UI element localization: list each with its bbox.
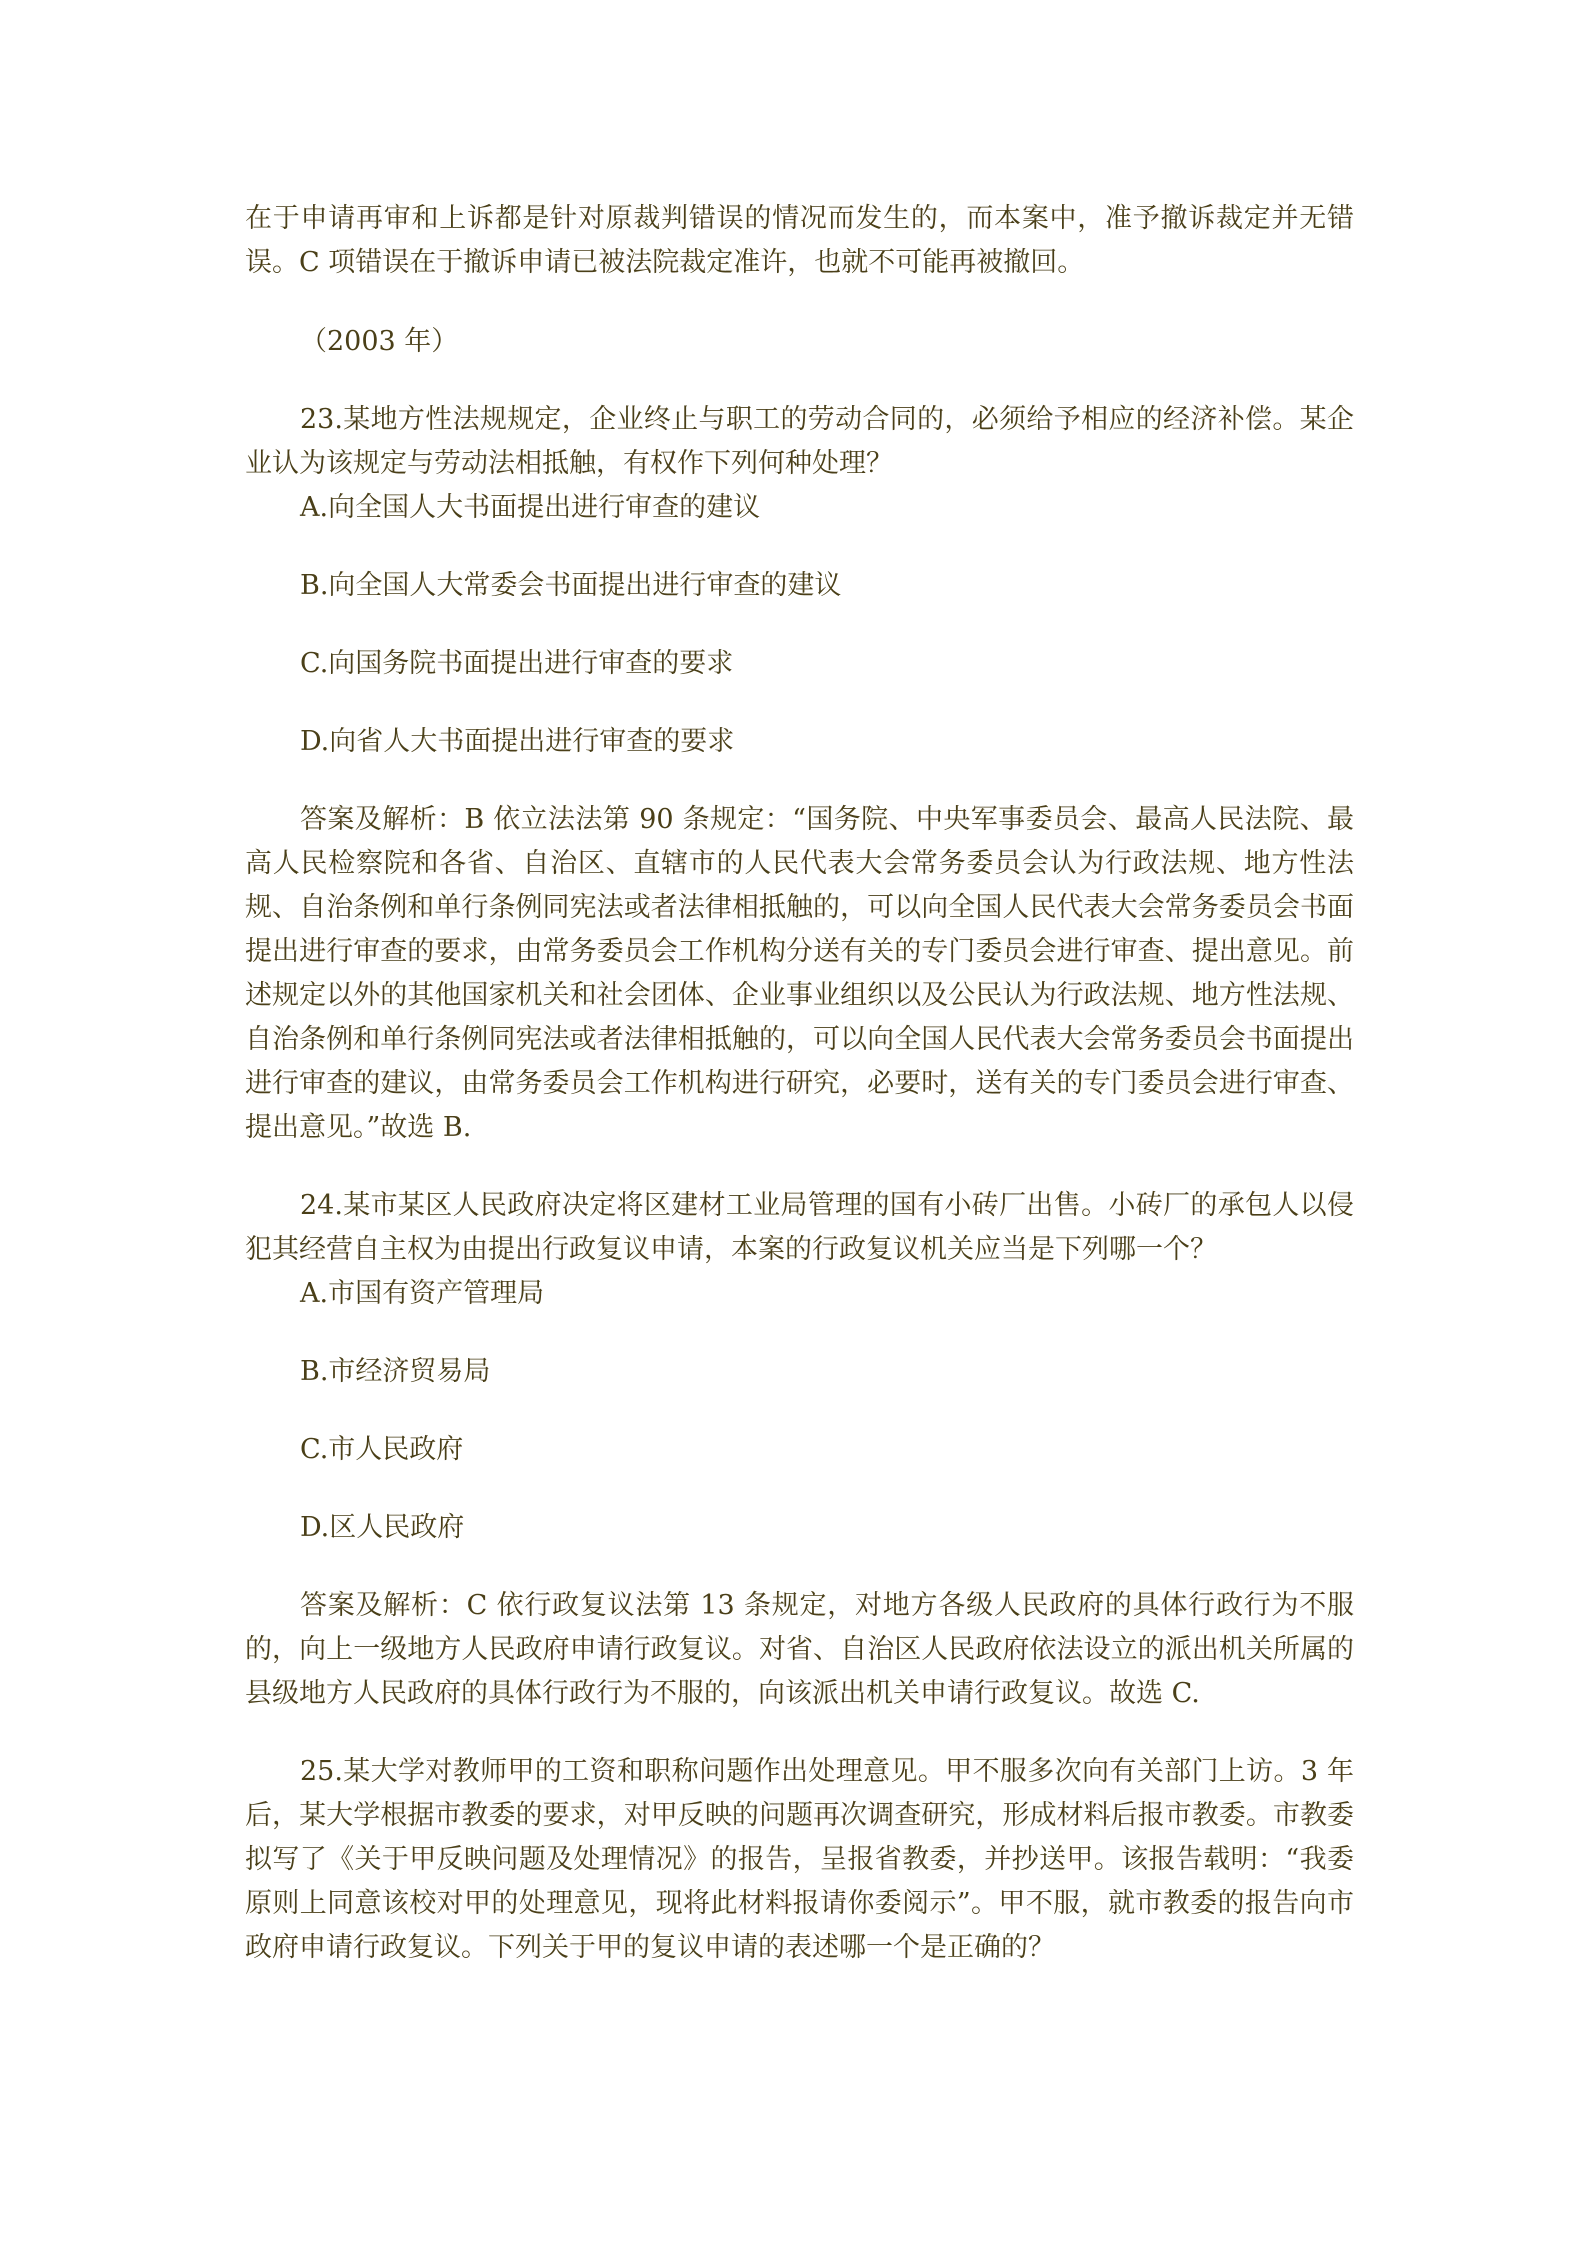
q24-option-a: A.市国有资产管理局 bbox=[300, 1278, 545, 1309]
q24-option-c: C.市人民政府 bbox=[300, 1434, 464, 1465]
question-25: 25.某大学对教师甲的工资和职称问题作出处理意见。甲不服多次向有关部门上访。3 年后，某大学根据市教委的要求，对甲反映的问题再次调查研究，形成材料后报市教委。市教委拟写了《关于甲反映问题及处理情况》的报告，呈报省教委，并抄送甲。该报告载明：“我委原则上同意该校对甲的处理意见，现将此材料报请你委阅示”。甲不服，就市教委的报告向市政府申请行政复议。下列关于甲的复议申请的表述哪一个是正确的？ bbox=[245, 1756, 1354, 1963]
q23-option-b: B.向全国人大常委会书面提出进行审查的建议 bbox=[300, 570, 842, 601]
year-label: （2003 年） bbox=[300, 326, 459, 357]
q23-option-c: C.向国务院书面提出进行审查的要求 bbox=[300, 648, 734, 679]
q24-option-d: D.区人民政府 bbox=[300, 1512, 465, 1543]
answer-24: 答案及解析：C 依行政复议法第 13 条规定，对地方各级人民政府的具体行政行为不服的，向上一级地方人民政府申请行政复议。对省、自治区人民政府依法设立的派出机关所属的县级地方人民政府的具体行政行为不服的，向该派出机关申请行政复议。故选 C. bbox=[245, 1590, 1354, 1709]
question-23: 23.某地方性法规规定，企业终止与职工的劳动合同的，必须给予相应的经济补偿。某企业认为该规定与劳动法相抵触，有权作下列何种处理？ bbox=[245, 404, 1354, 479]
q23-option-a: A.向全国人大书面提出进行审查的建议 bbox=[300, 492, 761, 523]
answer-23: 答案及解析：B 依立法法第 90 条规定：“国务院、中央军事委员会、最高人民法院、最高人民检察院和各省、自治区、直辖市的人民代表大会常务委员会认为行政法规、地方性法规、自治条例和单行条例同宪法或者法律相抵触的，可以向全国人民代表大会常务委员会书面提出进行审查的要求，由常务委员会工作机构分送有关的专门委员会进行审查、提出意见。前述规定以外的其他国家机关和社会团体、企业事业组织以及公民认为行政法规、地方性法规、自治条例和单行条例同宪法或者法律相抵触的，可以向全国人民代表大会常务委员会书面提出进行审查的建议，由常务委员会工作机构进行研究，必要时，送有关的专门委员会进行审查、提出意见。”故选 B. bbox=[245, 804, 1354, 1143]
q23-option-d: D.向省人大书面提出进行审查的要求 bbox=[300, 726, 735, 757]
q24-option-b: B.市经济贸易局 bbox=[300, 1356, 491, 1387]
question-24: 24.某市某区人民政府决定将区建材工业局管理的国有小砖厂出售。小砖厂的承包人以侵犯其经营自主权为由提出行政复议申请，本案的行政复议机关应当是下列哪一个？ bbox=[245, 1190, 1354, 1265]
paragraph-continuation: 在于申请再审和上诉都是针对原裁判错误的情况而发生的，而本案中，准予撤诉裁定并无错误。C 项错误在于撤诉申请已被法院裁定准许，也就不可能再被撤回。 bbox=[245, 203, 1354, 278]
